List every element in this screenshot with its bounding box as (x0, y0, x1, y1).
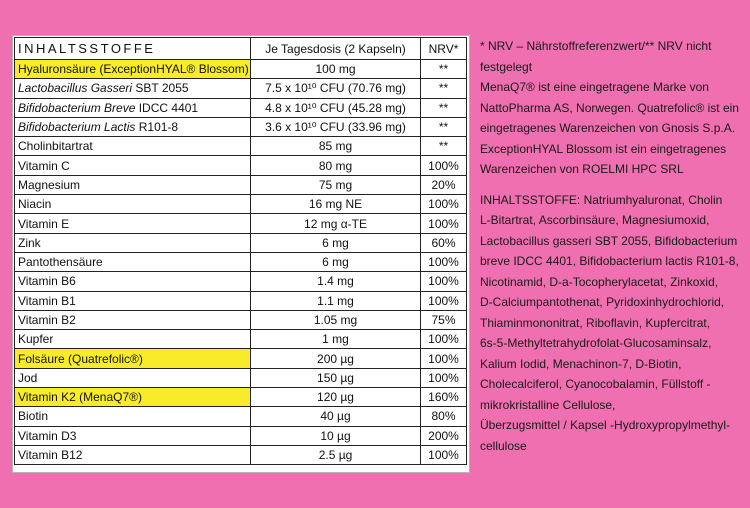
ingredients-list-text: INHALTSSTOFFE: Natriumhyaluronat, Cholin L-Bitartrat, Ascorbinsäure, Magnesiumoxid, Lactobacillus gasseri SBT 2055, Bifidobacterium breve IDCC 4401, Bifidobacterium lactis R101-8, Nicotinamid, D-a-Tocopherylacetat, Zinkoxid, D-Calciumpantothenat, Pyridoxinhydrochlorid, Thiaminmononitrat, Riboflavin, Kupfercitrat, 6s-5-Methyltetrahydrofolat-Glucosaminsalz, Kalium Iodid, Menachinon-7, D-Biotin, Cholecalciferol, Cyanocobalamin, Füllstoff - mikrokristalline Cellulose, Überzugsmittel / Kapsel -Hydroxypropylmethyl- cellulose (480, 192, 739, 453)
ingredient-name (15, 349, 251, 368)
table-row (15, 79, 467, 98)
ingredient-name (15, 252, 251, 271)
ingredient-name-suffix: SBT 2055 (132, 81, 189, 96)
dose-value: 1.4 mg (251, 272, 421, 291)
table-row (15, 156, 467, 175)
ingredient-name-text: Vitamin B6 (18, 274, 76, 289)
nrv-value: 100% (421, 214, 467, 233)
dose-value: 200 µg (251, 349, 421, 368)
dose-value: 10 µg (251, 426, 421, 445)
footnote-text: * NRV – Nährstoffreferenzwert/** NRV nicht festgelegt MenaQ7® ist eine eingetragene Marke von NattoPharma AS, Norwegen. Quatrefolic® ist ein eingetragenes Warenzeichen von Gnosis S.p.A. ExceptionHYAL Blossom ist ein eingetragenes Warenzeichen von ROELMI HPC SRL (480, 39, 739, 176)
header-nrv: NRV* (421, 38, 467, 60)
nrv-value: 100% (421, 445, 467, 464)
table-row (15, 214, 467, 233)
ingredient-name (15, 368, 251, 387)
dose-value: 1 mg (251, 330, 421, 349)
nrv-value: 100% (421, 195, 467, 214)
dose-value: 3.6 x 10¹⁰ CFU (33.96 mg) (251, 117, 421, 136)
ingredient-name-text: Vitamin C (18, 158, 70, 173)
table-row (15, 60, 467, 79)
dose-value: 6 mg (251, 252, 421, 271)
nrv-value: 100% (421, 272, 467, 291)
table-row (15, 98, 467, 117)
nrv-value: 100% (421, 156, 467, 175)
dose-value: 120 µg (251, 388, 421, 407)
dose-value: 80 mg (251, 156, 421, 175)
ingredient-name (15, 117, 251, 136)
table-row (15, 310, 467, 329)
ingredient-name-text: Zink (18, 235, 41, 250)
table-row (15, 291, 467, 310)
dose-value: 40 µg (251, 407, 421, 426)
dose-value: 2.5 µg (251, 445, 421, 464)
ingredient-name (15, 137, 251, 156)
table-row (15, 195, 467, 214)
nrv-value: ** (421, 117, 467, 136)
dose-value: 1.1 mg (251, 291, 421, 310)
ingredient-name (15, 98, 251, 117)
ingredient-name-text: Vitamin B12 (18, 448, 83, 463)
ingredient-name (15, 156, 251, 175)
ingredient-name-text: Vitamin D3 (18, 428, 77, 443)
ingredient-name (15, 426, 251, 445)
nrv-value: 20% (421, 175, 467, 194)
dose-value: 85 mg (251, 137, 421, 156)
ingredient-name-text: Jod (18, 370, 38, 385)
nrv-value: 80% (421, 407, 467, 426)
dose-value: 1.05 mg (251, 310, 421, 329)
nrv-value: 100% (421, 252, 467, 271)
nutrition-table (14, 37, 467, 465)
ingredient-name-highlighted: Vitamin K2 (MenaQ7®) (18, 390, 143, 405)
table-row (15, 368, 467, 387)
table-header-row (15, 38, 467, 60)
ingredient-name-suffix: IDCC 4401 (135, 100, 199, 115)
ingredient-name (15, 272, 251, 291)
table-row (15, 117, 467, 136)
nrv-value: 75% (421, 310, 467, 329)
header-ingredients: INHALTSSTOFFE (15, 38, 251, 60)
dose-value: 12 mg α-TE (251, 214, 421, 233)
table-row (15, 445, 467, 464)
dose-value: 150 µg (251, 368, 421, 387)
dose-value: 6 mg (251, 233, 421, 252)
nrv-value: ** (421, 98, 467, 117)
ingredient-name-text: Niacin (18, 197, 52, 212)
ingredient-name-text: Vitamin B1 (18, 293, 76, 308)
dose-value: 16 mg NE (251, 195, 421, 214)
table-row (15, 175, 467, 194)
dose-value: 100 mg (251, 60, 421, 79)
ingredient-name (15, 195, 251, 214)
dose-value: 4.8 x 10¹⁰ CFU (45.28 mg) (251, 98, 421, 117)
ingredient-name-text: Vitamin E (18, 216, 70, 231)
nrv-value: 100% (421, 291, 467, 310)
ingredient-name-italic: Lactobacillus Gasseri (18, 81, 133, 96)
table-row (15, 426, 467, 445)
nrv-value: 200% (421, 426, 467, 445)
ingredient-name (15, 388, 251, 407)
nrv-value: 100% (421, 330, 467, 349)
ingredient-name (15, 291, 251, 310)
dose-value: 75 mg (251, 175, 421, 194)
ingredient-name-italic: Bifidobacterium Lactis (18, 120, 136, 135)
nrv-value: ** (421, 79, 467, 98)
ingredient-name-text: Kupfer (18, 332, 54, 347)
ingredient-name (15, 60, 251, 79)
ingredient-name (15, 310, 251, 329)
ingredient-name-text: Vitamin B2 (18, 313, 76, 327)
ingredient-name-text: Pantothensäure (18, 255, 103, 270)
ingredient-name-italic: Bifidobacterium Breve (18, 100, 136, 115)
ingredient-name (15, 445, 251, 464)
ingredient-name-highlighted: Hyaluronsäure (ExceptionHYAL® Blossom) (18, 62, 249, 77)
nrv-value: 160% (421, 388, 467, 407)
table-row (15, 349, 467, 368)
ingredient-name (15, 330, 251, 349)
table-row (15, 388, 467, 407)
nrv-value: ** (421, 137, 467, 156)
table-row (15, 252, 467, 271)
nrv-value: ** (421, 60, 467, 79)
ingredient-name (15, 79, 251, 98)
ingredient-name-text: Biotin (18, 409, 49, 424)
nrv-value: 100% (421, 349, 467, 368)
ingredient-name-highlighted: Folsäure (Quatrefolic®) (18, 351, 143, 366)
nrv-value: 60% (421, 233, 467, 252)
dose-value: 7.5 x 10¹⁰ CFU (70.76 mg) (251, 79, 421, 98)
ingredient-name (15, 175, 251, 194)
table-row (15, 407, 467, 426)
ingredient-name (15, 214, 251, 233)
ingredient-name-text: Cholinbitartrat (18, 139, 93, 154)
table-row (15, 272, 467, 291)
notes-column (480, 36, 746, 456)
ingredient-name-text: Magnesium (18, 177, 81, 192)
header-dose: Je Tagesdosis (2 Kapseln) (251, 38, 421, 60)
table-row (15, 330, 467, 349)
table-row (15, 233, 467, 252)
table-row (15, 137, 467, 156)
ingredient-name (15, 233, 251, 252)
nrv-value: 100% (421, 368, 467, 387)
ingredient-name (15, 407, 251, 426)
ingredient-name-suffix: R101-8 (135, 120, 179, 135)
